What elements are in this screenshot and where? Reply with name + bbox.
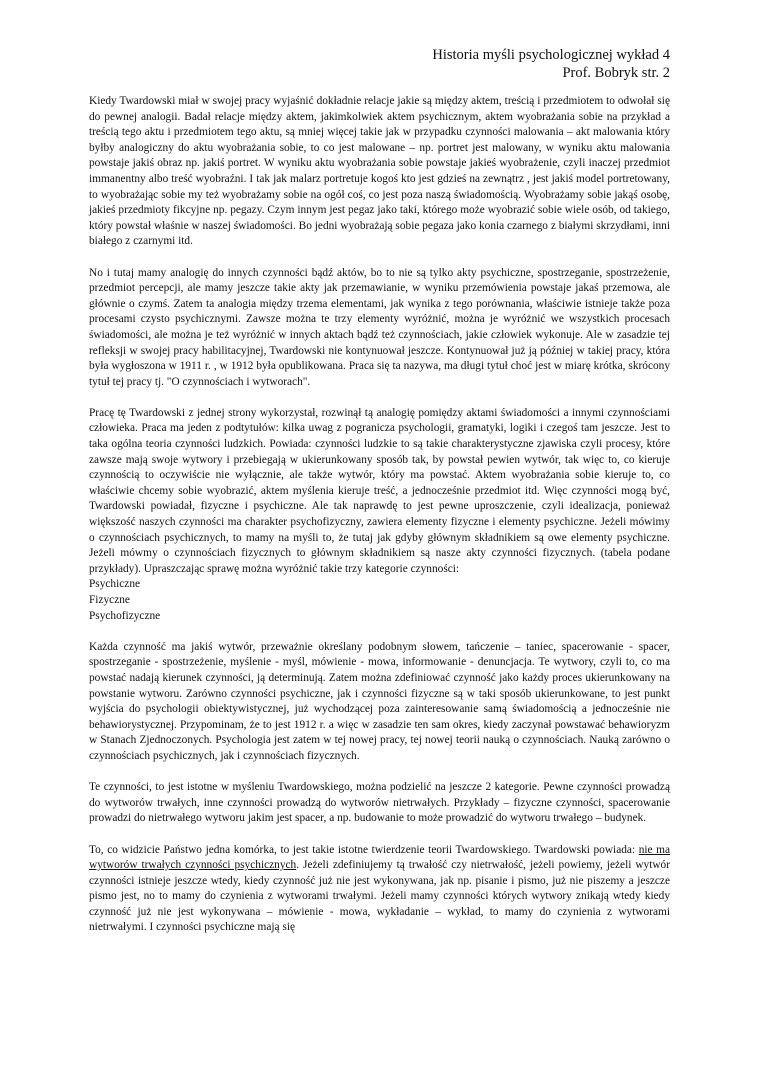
page-header	[89, 46, 670, 82]
text-run: To, co widzicie Państwo jedna komórka, to jest takie istotne twierdzenie teorii Twardowskiego. Twardowski powiada:	[89, 843, 639, 856]
paragraph: Pracę tę Twardowski z jednej strony wykorzystał, rozwinął tą analogię pomiędzy aktami świadomości a innymi czynnościami człowieka. Praca ma jeden z podtytułów: kilka uwag z pogranicza psychologii, gramatyki, logiki i czegoś tam jeszcze. Jest to taka ogólna teoria czynności ludzkich. Powiada: czynności ludzkie to są takie charakterystyczne zjawiska czyli procesy, które zawsze mają swoje wytwory i przebiegają w ukierunkowany sposób tak, by powstał pewien wytwór, tak więc to, co kieruje czynnością to oczywiście nie wyłącznie, ale także wytwór, który ma powstać. Aktem wyobrażania sobie kieruje to, co właściwie chcemy sobie wyobrazić, aktem myślenia kieruje treść, a jednocześnie przedmiot itd. Więc czynności mogą być, Twardowski powiadał, fizyczne i psychiczne. Ale tak naprawdę to jest pewne uproszczenie, czyli idealizacja, ponieważ większość naszych czynności ma charakter psychofizyczny, zawiera elementy fizyczne i elementy psychiczne. Jeżeli mówimy o czynnościach psychicznych, to mamy na myśli to, że tutaj jak gdyby głównym składnikiem są owe elementy psychiczne. Jeżeli mówmy o czynnościach fizycznych to głównym składnikiem są nasze akty czynności fizycznych. (tabela podane przykłady). Upraszczając sprawę można wyróżnić takie trzy kategorie czynności:	[89, 406, 670, 575]
list-item: Fizyczne	[89, 594, 130, 606]
body-text	[89, 94, 670, 952]
paragraph: No i tutaj mamy analogię do innych czynności bądź aktów, bo to nie są tylko akty psychiczne, spostrzeganie, spostrzeżenie, przedmiot percepcji, ale mamy jeszcze takie akty jak przemawianie, w wyniku przemówienia powstaje jakaś przemowa, ale głównie o czymś. Zatem ta analogia między trzema elementami, jak wynika z tego porównania, właściwie istnieje także poza procesami czysto psychicznymi. Zawsze można te trzy elementy wyróżnić, można je wyróżnić we wszystkich procesach świadomości, ale można je też wyróżnić w innych aktach bądź też czynnościach, jakie człowiek wykonuje. Ale w zasadzie tej refleksji w swojej pracy habilitacyjnej, Twardowski nie kontynuował jeszcze. Kontynuował już ją później w takiej pracy, która była wygłoszona w 1911 r. , w 1912 była opublikowana. Praca się ta nazywa, ma długi tytuł choć jest w miarę krótka, skrócony tytuł tej pracy tj. "O czynnościach i wytworach".	[89, 266, 670, 388]
list-item: Psychofizyczne	[89, 609, 161, 622]
paragraph-last	[89, 843, 670, 937]
category-list	[89, 577, 670, 624]
paragraph: Kiedy Twardowski miał w swojej pracy wyjaśnić dokładnie relacje jakie są między aktem, treścią i przedmiotem to odwołał się do pewnej analogii. Badał relacje między aktem, jakimkolwiek aktem psychicznym, aktem wyobrażania sobie na przykład a treścią tego aktu i przedmiotem tego aktu, są mniej więcej takie jak w przypadku czynności malowania – akt malowania który byłby analogiczny do aktu wyobrażania sobie, to co jest malowane – np. portret jest malowany, w wyniku aktu malowania powstaje jakiś obraz np. jakiś portret. W wyniku aktu wyobrażania sobie powstaje jakieś wyobrażenie, czyli inaczej przedmiot immanentny albo treść wyobraźni. I tak jak malarz portretuje kogoś kto jest gdzieś na zewnątrz , jest jakiś model portretowany, to wyobrażając sobie my też wyobrażamy sobie na ogół coś, co jest poza naszą świadomością. Wyobrażamy sobie jakąś osobę, jakieś przedmioty fikcyjne np. pegazy. Czym innym jest pegaz jako taki, którego może wyobrazić sobie wiele osób, od takiego, który powstał właśnie w naszej świadomości. Bo jedni wyobrażają sobie pegaza jako konia czarnego z białymi skrzydłami, inni białego z czarnymi itd.	[89, 95, 670, 248]
header-title: Historia myśli psychologicznej wykład 4	[432, 47, 670, 63]
list-item: Psychiczne	[89, 578, 141, 591]
text-run: . Jeżeli zdefiniujemy tą trwałość czy nietrwałość, jeżeli powiemy, jeżeli wytwór czynności istnieje jeszcze wtedy, kiedy czynność już nie jest wykonywana, jak np. pisanie i pismo, już nie piszemy a jeszcze pismo jest, no to mamy do czynienia z wytworami trwałymi. Jeżeli mamy czynności których wytwory znikają wtedy kiedy czynność już nie jest wykonywana – mówienie - mowa, wykładanie – wykład, to mamy do czynienia z wytworami nietrwałymi. I czynności psychiczne mają się	[89, 859, 670, 934]
paragraph: Te czynności, to jest istotne w myśleniu Twardowskiego, można podzielić na jeszcze 2 kategorie. Pewne czynności prowadzą do wytworów trwałych, inne czynności prowadzą do wytworów nietrwałych. Przykłady – fizyczne czynności, spacerowanie prowadzi do nietrwałego wytworu jakim jest spacer, a np. budowanie to może prowadzić do wytworu trwałego – budynek.	[89, 781, 670, 825]
paragraph: Każda czynność ma jakiś wytwór, przeważnie określany podobnym słowem, tańczenie – taniec, spacerowanie - spacer, spostrzeganie - spostrzeżenie, myślenie - myśl, mówienie - mowa, informowanie - denuncjacja. Te wytwory, czyli to, co ma powstać nadają kierunek czynności, ją determinują. Zatem można zdefiniować czynność jako każdy proces ukierunkowany na powstanie wytworu. Zarówno czynności psychiczne, jak i czynności fizyczne są w taki sposób ukierunkowane, to jest punkt wyjścia do psychologii obiektywistycznej, już wychodzącej poza zainteresowanie samą świadomością a jednocześnie nie behawiorystycznej. Przypominam, że to jest 1912 r. a więc w zasadzie ten sam okres, kiedy zaczynał powstawać behawioryzm w Stanach Zjednoczonych. Psychologia jest zatem w tej nowej pracy, tej nowej teorii nauką o czynnościach. Nauką zarówno o czynnościach psychicznych, jak i czynnościach fizycznych.	[89, 640, 670, 762]
header-author-page: Prof. Bobryk str. 2	[562, 65, 670, 81]
underlined-statement: nie ma wytworów trwałych czynności psychicznych	[89, 843, 670, 872]
